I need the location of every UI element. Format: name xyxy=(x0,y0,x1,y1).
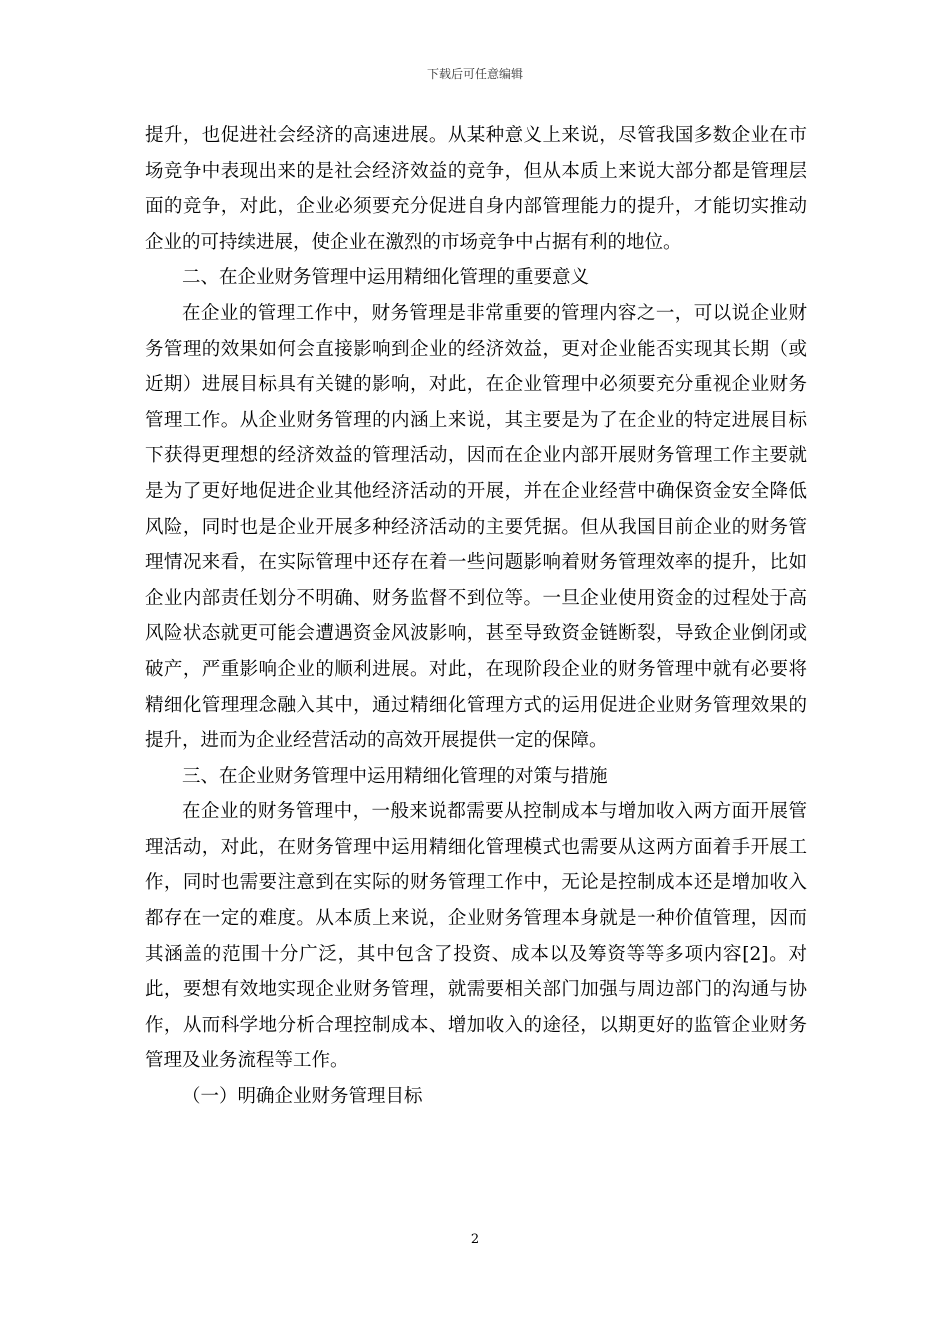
section-heading: 二、在企业财务管理中运用精细化管理的重要意义 xyxy=(182,267,590,289)
body-paragraph: 提升，也促进社会经济的高速进展。从某种意义上来说，尽管我国多数企业在市场竞争中表现出来的是社会经济效益的竞争，但从本质上来说大部分都是管理层面的竞争，对此，企业必须要充分促进自身内部管理能力的提升，才能切实推动企业的可持续进展，使企业在激烈的市场竞争中占据有利的地位。 xyxy=(145,125,807,253)
page-header: 下载后可任意编辑 xyxy=(426,67,523,81)
document-body xyxy=(145,118,807,1115)
page-number: 2 xyxy=(470,1232,480,1247)
subsection-heading: （一）明确企业财务管理目标 xyxy=(182,1086,423,1108)
body-paragraph: 在企业的财务管理中，一般来说都需要从控制成本与增加收入两方面开展管理活动，对此，在财务管理中运用精细化管理模式也需要从这两方面着手开展工作，同时也需要注意到在实际的财务管理工作中，无论是控制成本还是增加收入都存在一定的难度。从本质上来说，企业财务管理本身就是一种价值管理，因而其涵盖的范围十分广泛，其中包含了投资、成本以及筹资等等多项内容[2]。对此，要想有效地实现企业财务管理，就需要相关部门加强与周边部门的沟通与协作，从而科学地分析合理控制成本、增加收入的途径，以期更好的监管企业财务管理及业务流程等工作。 xyxy=(145,801,807,1072)
body-paragraph: 在企业的管理工作中，财务管理是非常重要的管理内容之一，可以说企业财务管理的效果如何会直接影响到企业的经济效益，更对企业能否实现其长期（或近期）进展目标具有关键的影响，对此，在企业管理中必须要充分重视企业财务管理工作。从企业财务管理的内涵上来说，其主要是为了在企业的特定进展目标下获得更理想的经济效益的管理活动，因而在企业内部开展财务管理工作主要就是为了更好地促进企业其他经济活动的开展，并在企业经营中确保资金安全降低风险，同时也是企业开展多种经济活动的主要凭据。但从我国目前企业的财务管理情况来看，在实际管理中还存在着一些问题影响着财务管理效率的提升，比如企业内部责任划分不明确、财务监督不到位等。一旦企业使用资金的过程处于高风险状态就更可能会遭遇资金风波影响，甚至导致资金链断裂，导致企业倒闭或破产，严重影响企业的顺利进展。对此，在现阶段企业的财务管理中就有必要将精细化管理理念融入其中，通过精细化管理方式的运用促进企业财务管理效果的提升，进而为企业经营活动的高效开展提供一定的保障。 xyxy=(145,302,807,752)
section-heading: 三、在企业财务管理中运用精细化管理的对策与措施 xyxy=(182,765,608,787)
